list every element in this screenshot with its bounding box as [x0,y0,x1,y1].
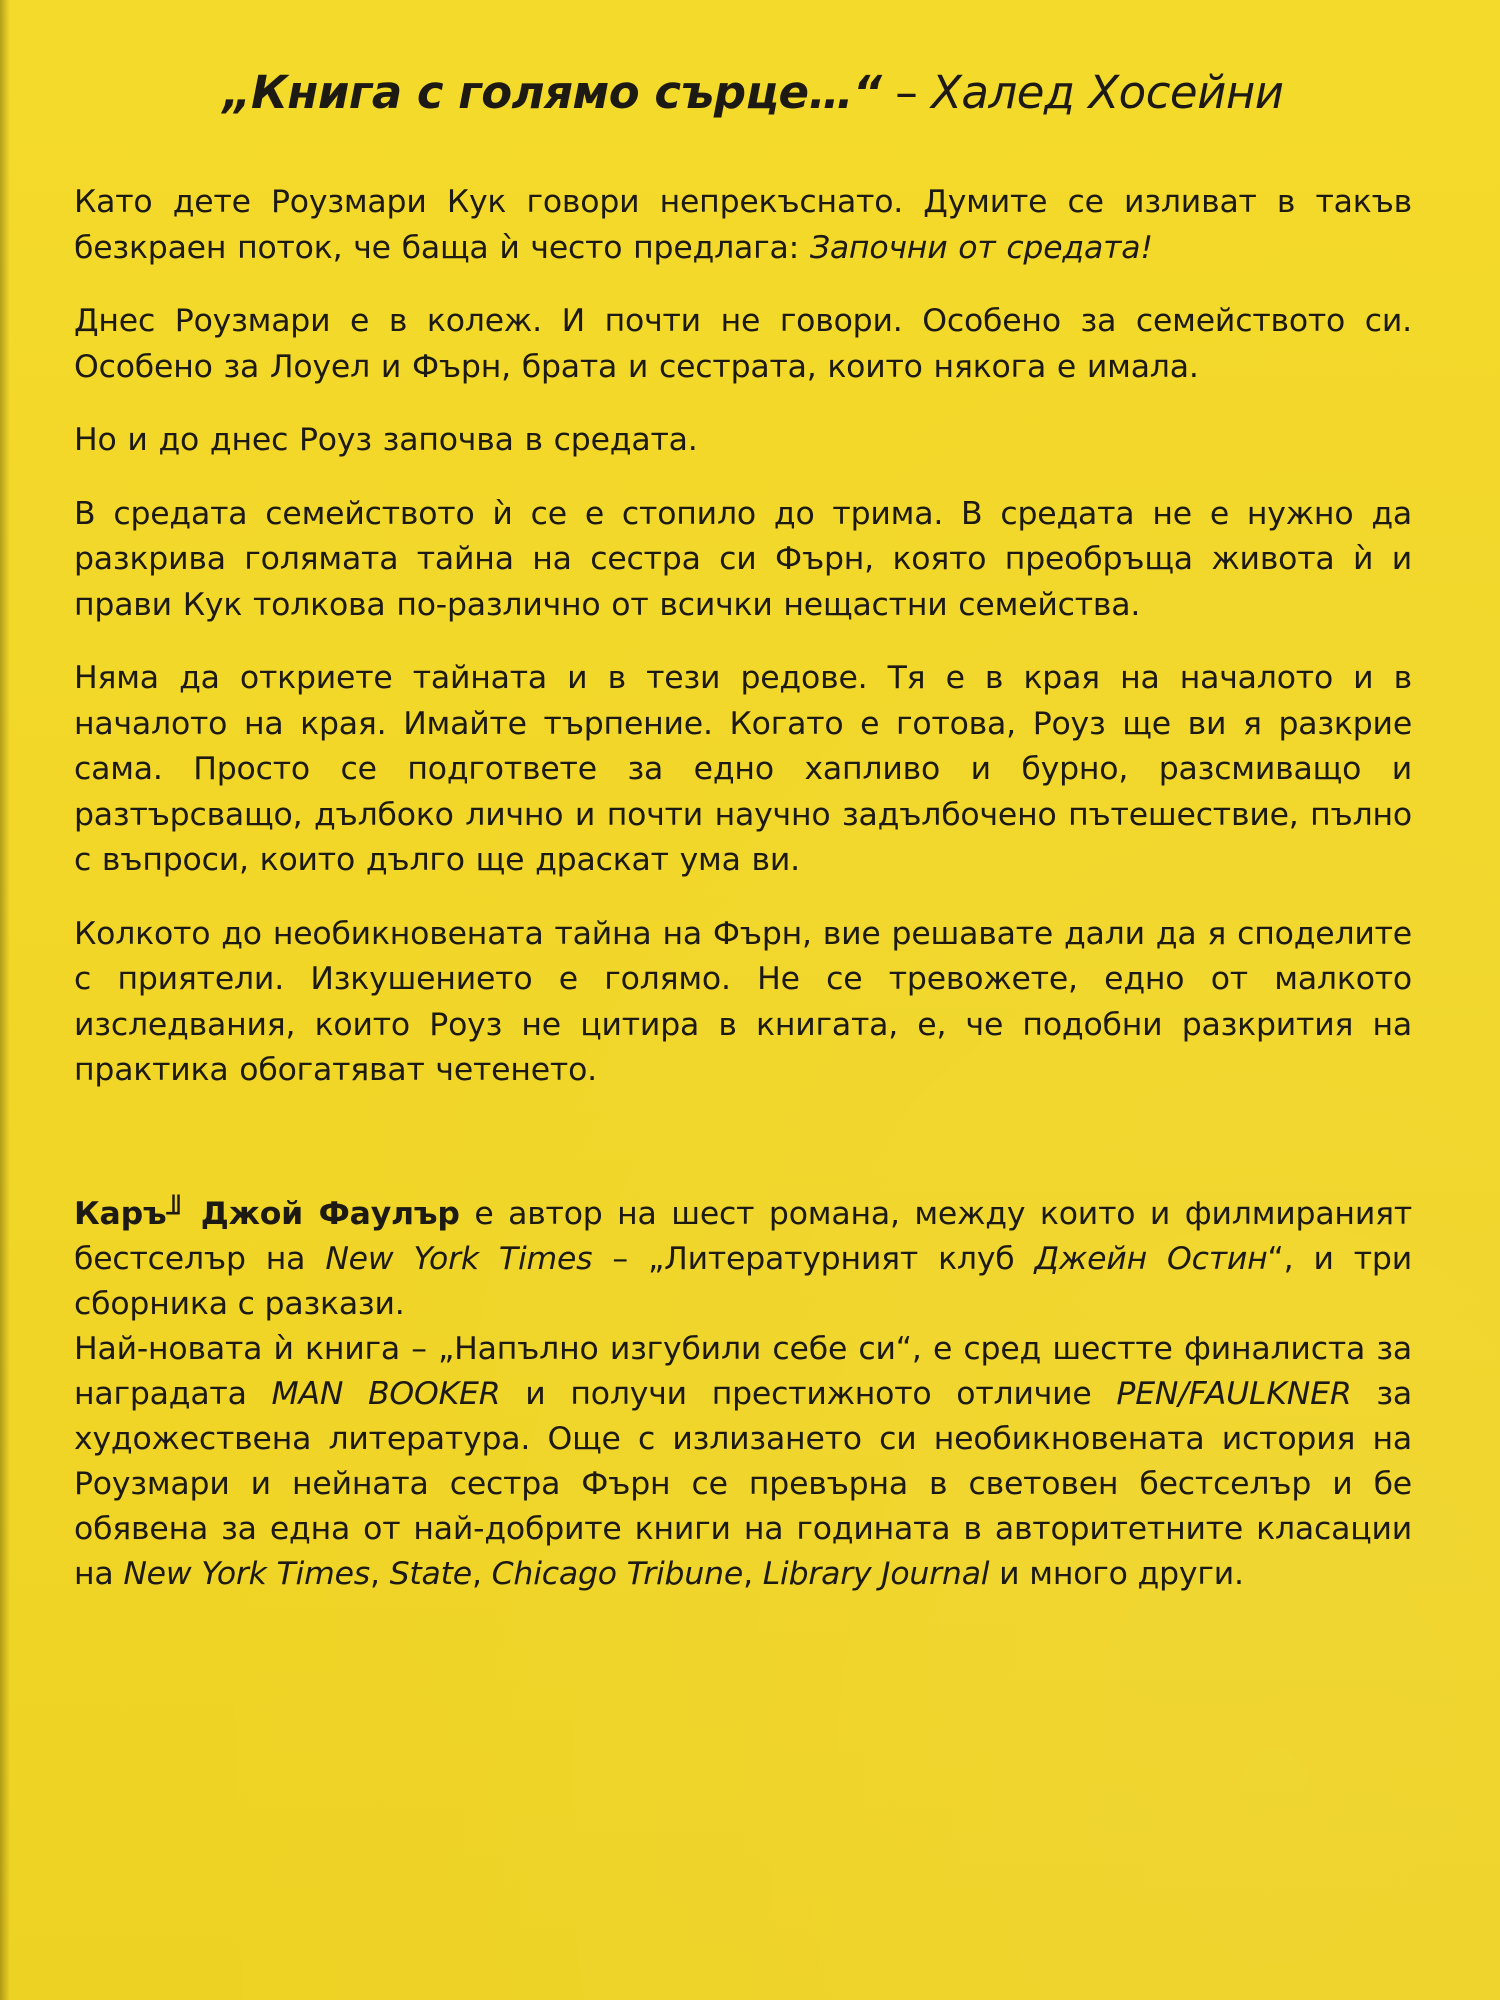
description-p1-text: Като дете Роузмари Кук говори непрекъснато. Думите се изливат в такъв безкраен поток, че баща ѝ често предлага: [74,184,1412,266]
author-bio-paragraph-1 [74,1192,1412,1327]
quote-author: Халед Хосейни [931,66,1284,119]
bio-b2-italic1: MAN BOOKER [271,1375,501,1412]
bio-b2-text2: и получи престижното отличие [500,1375,1117,1412]
bio-b1-text3: “, и три сборника с разкази. [74,1240,1413,1322]
bio-b2-sep2: , [472,1555,492,1592]
quote-text: „Книга с голямо сърце…“ [222,66,882,119]
bio-b1-text2: – „Литературният клуб [592,1240,1035,1277]
quote-dash: – [881,66,932,119]
bio-b2-text1: Най-новата ѝ книга – „Напълно изгубили себе си“, е сред шестте финалиста за наградата [74,1330,1412,1412]
description-paragraph-4: В средата семейството ѝ се е стопило до трима. В средата не е нужно да разкрива голямата тайна на сестра си Фърн, която преобръща живота ѝ и прави Кук толкова по-различно от всички нещастни семейства. [74,495,1412,623]
bio-b2-sep1: , [369,1555,390,1592]
bio-b2-text3: за художествена литература. Още с излизането си необикновената история на Роузмари и нейната сестра Фърн се превърна в световен бестселър и бе обявена за една от най-добрите книги на годината в авторитетните класации на [74,1375,1412,1592]
description-paragraph-2: Днес Роузмари е в колеж. И почти не говори. Особено за семейството си. Особено за Лоуел и Фърн, брата и сестрата, които някога е имала. [74,303,1412,385]
author-name: Каръ╜ Джой Фаулър [74,1195,460,1232]
bio-b2-text4: и много други. [989,1555,1244,1592]
bio-b2-italic2: PEN/FAULKNER [1116,1375,1352,1412]
description-paragraph-6: Колкото до необикновената тайна на Фърн, вие решавате дали да я споделите с приятели. Изкушението е голямо. Не се тревожете, едно от малкото изследвания, които Роуз не цитира в книгата, е, че подобни разкрития на практика обогатяват четенето. [74,915,1412,1088]
bio-b2-sep3: , [743,1555,763,1592]
bio-b2-italic6: Library Journal [762,1555,990,1592]
cover-edge-shadow [0,0,10,2000]
author-bio [74,1192,1412,1597]
bio-b2-italic5: Chicago Tribune [491,1555,744,1592]
description-paragraph-5: Няма да откриете тайната и в тези редове. Тя е в края на началото и в началото на края. Имайте търпение. Когато е готова, Роуз ще ви я разкрие сама. Просто се подгответе за едно хапливо и бурно, разсмиващо и разтърсващо, дълбоко лично и почти научно задълбочено пътешествие, пълно с въпроси, които дълго ще драскат ума ви. [74,660,1412,878]
bio-b2-italic4: State [389,1555,472,1592]
bio-b2-italic3: New York Times [123,1555,370,1592]
bio-b1-italic2: Джейн Остин [1034,1240,1268,1277]
bio-b1-text1: е автор на шест романа, между които и филмираният бестселър на [74,1195,1412,1277]
book-description [74,180,1412,1094]
blurb-quote [74,58,1412,128]
bio-b1-italic1: New York Times [325,1240,593,1277]
description-p1-italic: Започни от средата! [809,229,1153,266]
description-paragraph-1 [74,180,1412,271]
author-bio-paragraph-2 [74,1327,1412,1597]
description-paragraph-3: Но и до днес Роуз започва в средата. [74,422,698,458]
